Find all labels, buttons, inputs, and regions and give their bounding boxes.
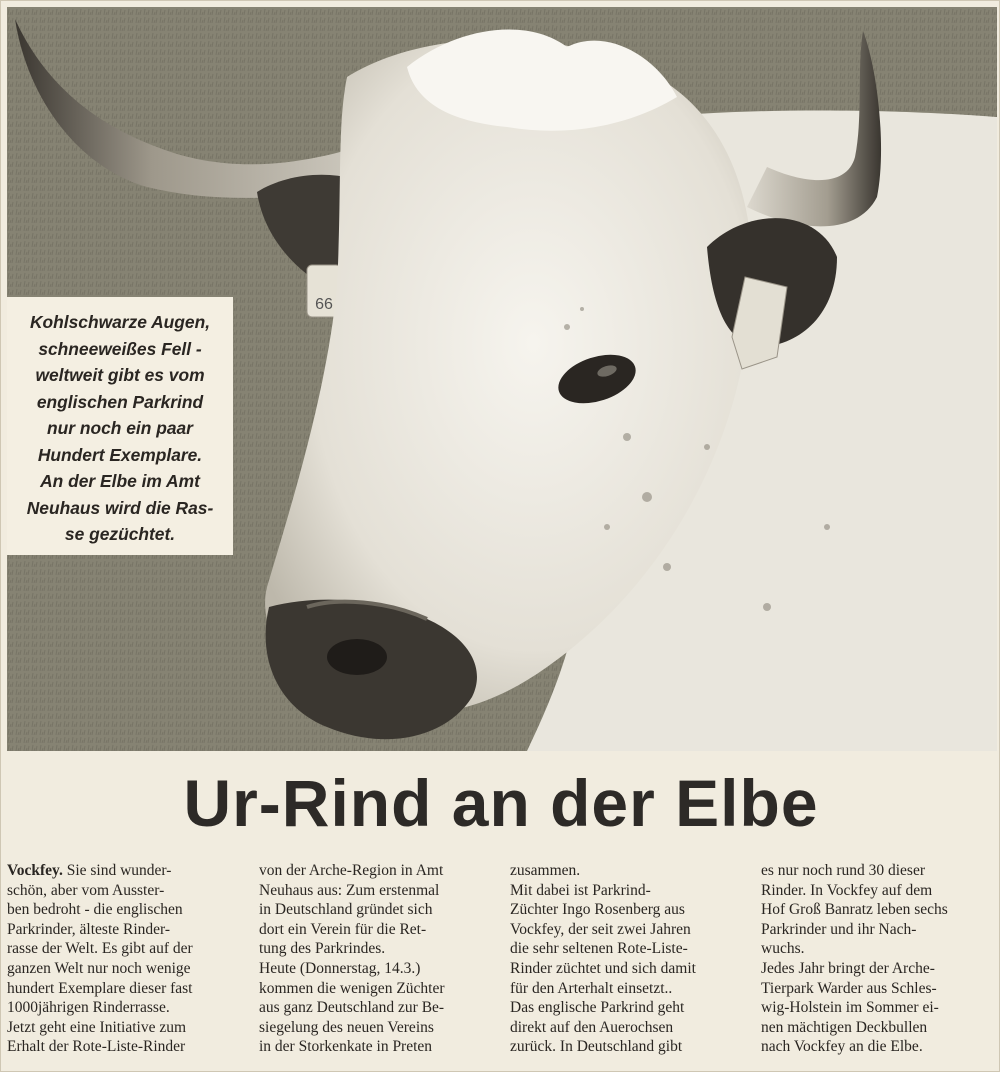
article-headline: Ur-Rind an der Elbe [183,766,819,840]
caption-line: englischen Parkrind [36,391,204,412]
caption-line: Hundert Exemplare. [37,444,203,465]
caption-line: Neuhaus wird die Ras- [26,497,214,518]
column-text: von der Arche-Region in Amt Neuhaus aus: Zum erstenmal in Deutschland gründet sich dort ein Verein für die Ret- tung des Parkrindes. Heute (Donnerstag, 14.3.) kommen die wenigen Züchter aus ganz Deutschland zur Be- siegelung des neuen Vereins in der Storkenkate in Preten [259,862,445,1056]
article-column-1 [7,861,235,1057]
article-dateline: Vockfey. [7,862,63,879]
caption-line: weltweit gibt es vom [35,365,205,385]
caption-line: nur noch ein paar [47,418,193,438]
column-text: zusammen. Mit dabei ist Parkrind- Züchter Ingo Rosenberg aus Vockfey, der seit zwei Jahren die sehr seltenen Rote-Liste- Rinder züchtet und sich damit für den Arterhalt einsetzt.. Das englische Parkrind geht direkt auf den Auerochsen zurück. In Deutschland gibt [510,862,696,1056]
ear-tag-number: 66 [315,296,333,313]
caption-line: Kohlschwarze Augen, [29,312,211,332]
column-text: es nur noch rund 30 dieser Rinder. In Vockfey auf dem Hof Groß Banratz leben sechs Parkrinder und ihr Nach- wuchs. Jedes Jahr bringt der Arche- Tierpark Warder aus Schles- wig-Holstein im Sommer ei- nen mächtigen Deckbullen nach Vockfey an die Elbe. [761,862,948,1056]
photo-caption [7,297,233,555]
article-column-3 [510,861,738,1057]
caption-line: An der Elbe im Amt [40,471,200,491]
column-text: Sie sind wunder- schön, aber vom Ausster- ben bedroht - die englischen Parkrinder, älteste Rinder- rasse der Welt. Es gibt auf der ganzen Welt nur noch wenige hundert Exemplare dieser fast 1000jährigen Rinderrasse. Jetzt geht eine Initiative zum Erhalt der Rote-Liste-Rinder [7,862,193,1056]
caption-line: se gezüchtet. [64,524,176,544]
caption-line: schneeweißes Fell - [38,338,202,359]
article-column-2 [259,861,487,1057]
article-column-4 [761,861,989,1057]
